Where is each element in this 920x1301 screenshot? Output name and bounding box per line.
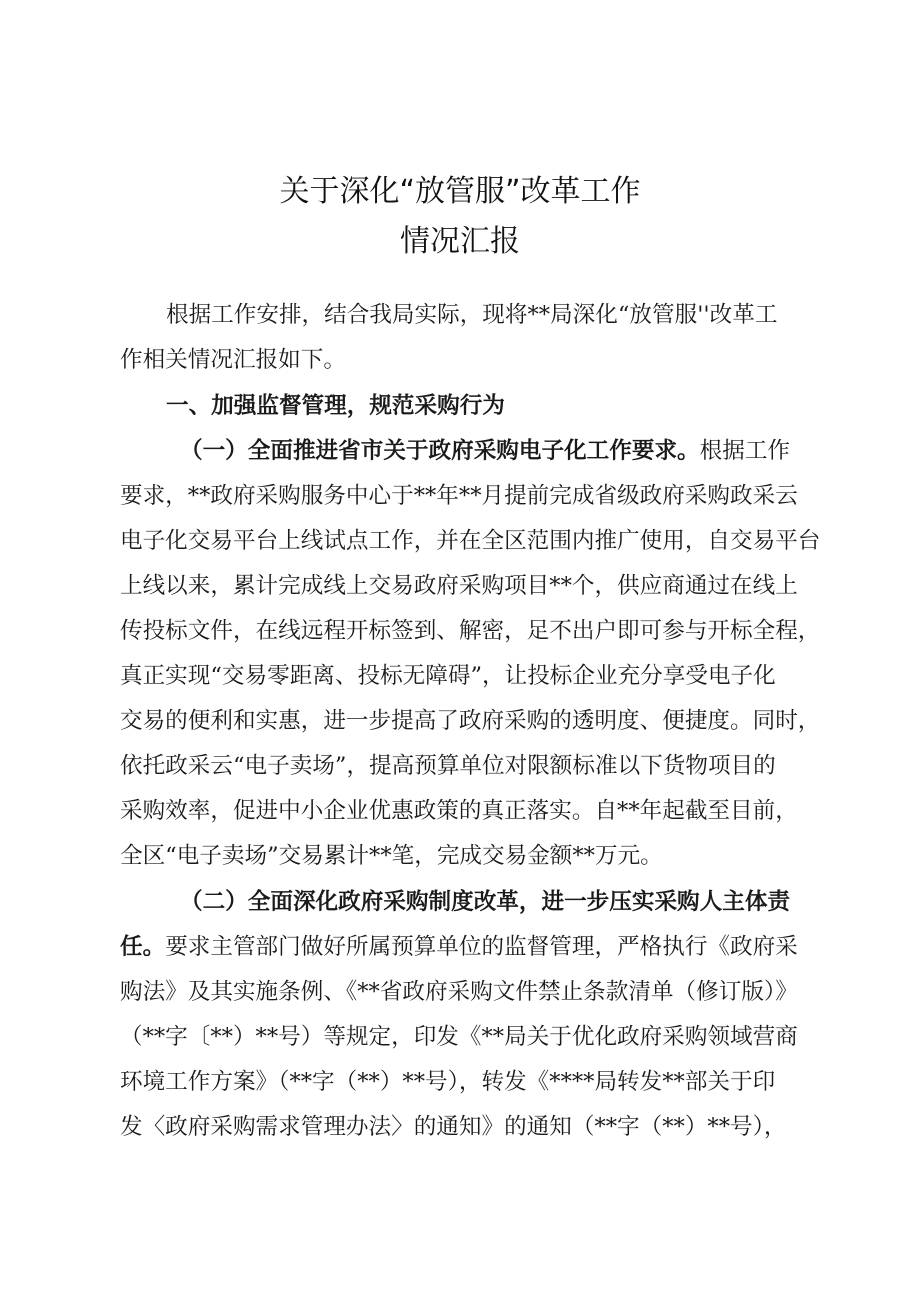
subsection-heading-2: （二）全面深化政府采购制度改革，进一步压实采购人主体责 — [180, 889, 791, 915]
paragraph-line: （**字〔**）**号）等规定，印发《**局关于优化政府采购领域营商 — [120, 1024, 798, 1050]
subsection-1-text-start: 根据工作 — [699, 438, 791, 464]
paragraph-line: 环境工作方案》（**字（**）**号），转发《****局转发**部关于印 — [120, 1069, 776, 1095]
document-title-line2: 情况汇报 — [400, 224, 520, 259]
paragraph-line: 传投标文件，在线远程开标签到、解密，足不出户即可参与开标全程， — [120, 618, 821, 644]
paragraph-line: 全区“电子卖场”交易累计**笔，完成交易金额**万元。 — [120, 843, 663, 869]
paragraph-line: 真正实现“交易零距离、投标无障碍”，让投标企业充分享受电子化 — [120, 663, 776, 689]
paragraph-line: 电子化交易平台上线试点工作，并在全区范围内推广使用，自交易平台 — [120, 528, 821, 554]
subsection-heading-1: （一）全面推进省市关于政府采购电子化工作要求。 — [180, 438, 700, 464]
paragraph-intro-line1: 根据工作安排，结合我局实际，现将**局深化“放管服''改革工 — [166, 302, 778, 328]
paragraph-line: 购法》及其实施条例、《**省政府采购文件禁止条款清单（修订版）》 — [120, 979, 798, 1005]
paragraph-line: 发〈政府采购需求管理办法〉的通知》的通知（**字（**）**号）， — [120, 1114, 787, 1140]
paragraph-line: 交易的便利和实惠，进一步提高了政府采购的透明度、便捷度。同时， — [120, 708, 821, 734]
paragraph-intro-line2: 作相关情况汇报如下。 — [120, 347, 346, 373]
subsection-2-text-start: 要求主管部门做好所属预算单位的监督管理，严格执行《政府采 — [165, 934, 798, 960]
subsection-heading-2-end: 任。 — [120, 934, 166, 960]
document-title-line1: 关于深化“放管服”改革工作 — [279, 174, 641, 209]
subsection-1-first-line — [180, 436, 880, 466]
paragraph-line: 要求，**政府采购服务中心于**年**月提前完成省级政府采购政采云 — [120, 483, 798, 509]
section-heading-1: 一、加强监督管理，规范采购行为 — [166, 393, 505, 419]
paragraph-line: 采购效率，促进中小企业优惠政策的真正落实。自**年起截至目前， — [120, 798, 798, 824]
paragraph-line: 依托政采云“电子卖场”，提高预算单位对限额标准以下货物项目的 — [120, 753, 776, 779]
paragraph-line: 上线以来，累计完成线上交易政府采购项目**个，供应商通过在线上 — [120, 573, 798, 599]
subsection-2-first-line — [120, 932, 820, 962]
